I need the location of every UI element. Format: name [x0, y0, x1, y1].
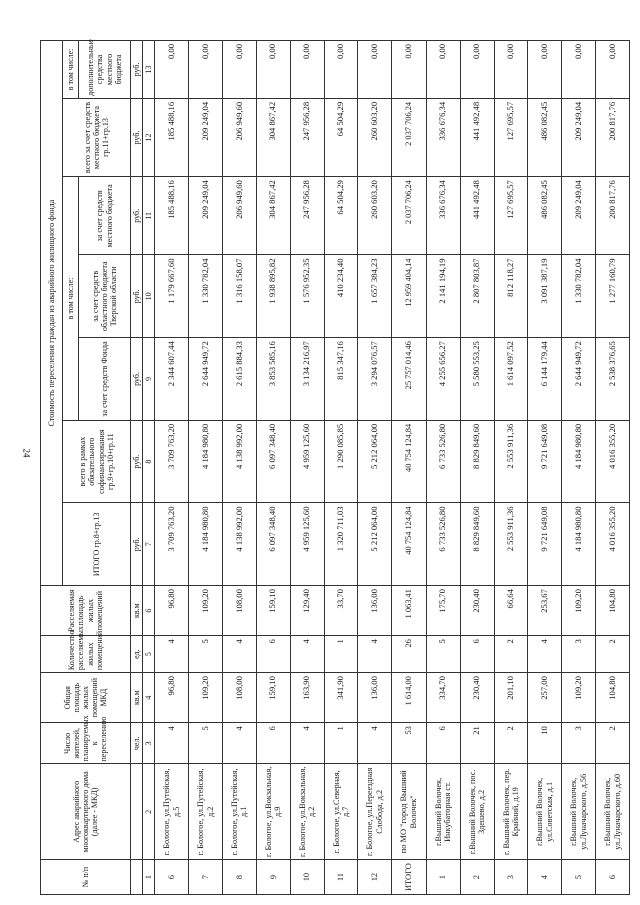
- value-cell-6: 108,00: [223, 586, 257, 636]
- rotated-table-container: [40, 40, 630, 895]
- header-total-area: Общая площадь жилых помещений МКД: [41, 673, 131, 723]
- unit-cell: руб.: [131, 98, 143, 176]
- value-cell-6: 253,67: [528, 586, 562, 636]
- value-cell-13: 0,00: [562, 41, 596, 99]
- value-cell-11: 206 949,60: [223, 177, 257, 255]
- value-cell-3: 10: [528, 723, 562, 764]
- value-cell-7: 4 138 992,00: [223, 503, 257, 586]
- unit-cell: [131, 860, 143, 895]
- value-cell-6: 175,70: [426, 586, 460, 636]
- value-cell-8: 3 709 763,20: [155, 420, 189, 503]
- address-cell: г.Вышний Волочек, ул.Луначарского, д.56: [562, 764, 596, 860]
- table-body-vyshny-volochek: [426, 41, 629, 895]
- value-cell-9: 2 344 607,44: [155, 338, 189, 421]
- value-cell-4: 230,40: [460, 673, 494, 723]
- column-number: 3: [143, 723, 155, 764]
- column-number: 6: [143, 586, 155, 636]
- value-cell-13: 0,00: [596, 41, 630, 99]
- header-fund: за счет средств Фонда: [79, 338, 131, 421]
- value-cell-7: 3 709 763,20: [155, 503, 189, 586]
- value-cell-4: 1 614,00: [392, 673, 427, 723]
- header-incl-1: в том числе:: [63, 177, 79, 421]
- value-cell-10: 1 330 782,04: [562, 255, 596, 338]
- row-number-cell: 12: [358, 860, 392, 895]
- value-cell-4: 109,20: [562, 673, 596, 723]
- value-cell-8: 6 733 526,80: [426, 420, 460, 503]
- value-cell-5: 1: [324, 636, 358, 673]
- value-cell-8: 4 184 980,80: [189, 420, 223, 503]
- table-body-bologoe: [155, 41, 392, 895]
- value-cell-9: 2 644 949,72: [562, 338, 596, 421]
- row-number-cell: 6: [596, 860, 630, 895]
- value-cell-12: 209 249,04: [562, 98, 596, 176]
- column-number: 9: [143, 338, 155, 421]
- value-cell-9: 5 580 553,25: [460, 338, 494, 421]
- value-cell-10: 1 657 384,23: [358, 255, 392, 338]
- value-cell-13: 0,00: [290, 41, 324, 99]
- address-cell: г.Вышний Волочек, ул.Луначарского, д.60: [596, 764, 630, 860]
- row-number-cell: 1: [426, 860, 460, 895]
- value-cell-13: 0,00: [256, 41, 290, 99]
- value-cell-5: 5: [426, 636, 460, 673]
- value-cell-12: 247 956,28: [290, 98, 324, 176]
- unit-cell: кв.м: [131, 586, 143, 636]
- value-cell-9: 2 615 884,33: [223, 338, 257, 421]
- value-cell-11: 64 504,29: [324, 177, 358, 255]
- value-cell-7: 9 721 649,08: [528, 503, 562, 586]
- value-cell-7: 5 212 064,00: [358, 503, 392, 586]
- page-number: 24: [21, 448, 32, 458]
- row-number-cell: ИТОГО: [392, 860, 427, 895]
- value-cell-3: 4: [290, 723, 324, 764]
- unit-cell: кв.м: [131, 673, 143, 723]
- row-number-cell: 6: [155, 860, 189, 895]
- value-cell-5: 2: [596, 636, 630, 673]
- table-row: [155, 41, 189, 895]
- column-number: 7: [143, 503, 155, 586]
- value-cell-10: 1 316 158,07: [223, 255, 257, 338]
- row-number-cell: 7: [189, 860, 223, 895]
- value-cell-7: 4 184 980,80: [189, 503, 223, 586]
- value-cell-9: 3 134 216,97: [290, 338, 324, 421]
- column-number: 1: [143, 860, 155, 895]
- value-cell-9: 3 853 585,16: [256, 338, 290, 421]
- address-cell: по МО "город Вышний Волочек": [392, 764, 427, 860]
- column-number: 11: [143, 177, 155, 255]
- address-cell: г. Бологое, ул.Северная, д.7: [324, 764, 358, 860]
- value-cell-12: 486 082,45: [528, 98, 562, 176]
- header-rooms-count: Количество расселяемых жилых помещений: [41, 636, 131, 673]
- value-cell-8: 4 016 355,20: [596, 420, 630, 503]
- table-row: [494, 41, 528, 895]
- value-cell-13: 0,00: [189, 41, 223, 99]
- value-cell-6: 96,80: [155, 586, 189, 636]
- value-cell-3: 53: [392, 723, 427, 764]
- total-row: [392, 41, 427, 895]
- address-cell: г. Вышний Волочек, пер. Крайний, д.19: [494, 764, 528, 860]
- value-cell-4: 136,00: [358, 673, 392, 723]
- value-cell-10: 1 576 952,35: [290, 255, 324, 338]
- value-cell-12: 2 037 706,24: [392, 98, 427, 176]
- value-cell-5: 6: [460, 636, 494, 673]
- value-cell-6: 109,20: [189, 586, 223, 636]
- value-cell-3: 21: [460, 723, 494, 764]
- value-cell-8: 2 553 911,36: [494, 420, 528, 503]
- value-cell-7: 40 754 124,84: [392, 503, 427, 586]
- unit-cell: руб.: [131, 41, 143, 99]
- value-cell-3: 3: [562, 723, 596, 764]
- value-cell-6: 109,20: [562, 586, 596, 636]
- value-cell-9: 2 538 376,65: [596, 338, 630, 421]
- value-cell-3: 4: [155, 723, 189, 764]
- value-cell-12: 64 504,29: [324, 98, 358, 176]
- value-cell-4: 104,80: [596, 673, 630, 723]
- column-number: 4: [143, 673, 155, 723]
- address-cell: г. Бологое, ул.Переездная Слобода, д.2: [358, 764, 392, 860]
- address-cell: г. Бологое, ул.Путейская, д.2: [189, 764, 223, 860]
- value-cell-9: 1 614 097,52: [494, 338, 528, 421]
- table-row: [426, 41, 460, 895]
- column-number: 13: [143, 41, 155, 99]
- value-cell-9: 815 347,16: [324, 338, 358, 421]
- value-cell-4: 201,10: [494, 673, 528, 723]
- value-cell-12: 209 249,04: [189, 98, 223, 176]
- column-number: 5: [143, 636, 155, 673]
- value-cell-4: 159,10: [256, 673, 290, 723]
- value-cell-13: 0,00: [392, 41, 427, 99]
- value-cell-13: 0,00: [460, 41, 494, 99]
- header-residents: Число жителей, планируемых к переселению: [41, 723, 131, 764]
- value-cell-12: 441 492,48: [460, 98, 494, 176]
- value-cell-13: 0,00: [155, 41, 189, 99]
- value-cell-4: 109,20: [189, 673, 223, 723]
- value-cell-3: 5: [189, 723, 223, 764]
- unit-cell: руб.: [131, 338, 143, 421]
- value-cell-11: 209 249,04: [562, 177, 596, 255]
- column-number: 8: [143, 420, 155, 503]
- value-cell-11: 185 488,16: [155, 177, 189, 255]
- row-number-cell: 5: [562, 860, 596, 895]
- row-number-cell: 11: [324, 860, 358, 895]
- value-cell-10: 1 179 667,60: [155, 255, 189, 338]
- address-cell: г. Бологое, ул.Вокзальная, д.2: [290, 764, 324, 860]
- header-additional: дополнительные средства местного бюджета: [79, 41, 131, 99]
- column-number: 10: [143, 255, 155, 338]
- value-cell-4: 96,80: [155, 673, 189, 723]
- value-cell-10: 12 959 404,14: [392, 255, 427, 338]
- value-cell-10: 1 938 895,82: [256, 255, 290, 338]
- value-cell-11: 209 249,04: [189, 177, 223, 255]
- value-cell-9: 25 757 014,46: [392, 338, 427, 421]
- value-cell-11: 304 867,42: [256, 177, 290, 255]
- value-cell-9: 6 144 179,44: [528, 338, 562, 421]
- value-cell-13: 0,00: [358, 41, 392, 99]
- value-cell-12: 200 817,76: [596, 98, 630, 176]
- value-cell-10: 410 234,40: [324, 255, 358, 338]
- header-regional: за счет средств областного бюджета Тверской области: [79, 255, 131, 338]
- value-cell-12: 336 676,34: [426, 98, 460, 176]
- value-cell-8: 1 290 085,85: [324, 420, 358, 503]
- value-cell-13: 0,00: [426, 41, 460, 99]
- value-cell-13: 0,00: [494, 41, 528, 99]
- value-cell-10: 2 807 803,87: [460, 255, 494, 338]
- header-address: Адрес аварийного многоквартирного дома (далее - МКД): [41, 764, 131, 860]
- value-cell-3: 2: [596, 723, 630, 764]
- value-cell-12: 260 603,20: [358, 98, 392, 176]
- value-cell-7: 2 553 911,36: [494, 503, 528, 586]
- value-cell-4: 334,70: [426, 673, 460, 723]
- address-cell: г.Вышний Волочек, пос. Здешево, д.2: [460, 764, 494, 860]
- table-row: [358, 41, 392, 895]
- unit-cell: руб.: [131, 255, 143, 338]
- value-cell-9: 4 255 656,27: [426, 338, 460, 421]
- value-cell-8: 5 212 064,00: [358, 420, 392, 503]
- header-mandatory-total: всего в рамках обязательного софинансирования гр.9+гр.10+гр.11: [63, 420, 131, 503]
- table-row: [223, 41, 257, 895]
- value-cell-11: 2 037 706,24: [392, 177, 427, 255]
- column-number: 2: [143, 764, 155, 860]
- value-cell-13: 0,00: [528, 41, 562, 99]
- value-cell-12: 206 949,60: [223, 98, 257, 176]
- value-cell-7: 6 733 526,80: [426, 503, 460, 586]
- value-cell-13: 0,00: [324, 41, 358, 99]
- value-cell-7: 1 320 711,03: [324, 503, 358, 586]
- unit-cell: чел.: [131, 723, 143, 764]
- header-num: № п/п: [41, 860, 131, 895]
- row-number-cell: 9: [256, 860, 290, 895]
- value-cell-5: 4: [358, 636, 392, 673]
- row-number-cell: 8: [223, 860, 257, 895]
- value-cell-5: 6: [256, 636, 290, 673]
- value-cell-11: 127 695,57: [494, 177, 528, 255]
- value-cell-7: 4 016 355,20: [596, 503, 630, 586]
- value-cell-8: 8 829 849,60: [460, 420, 494, 503]
- address-cell: г. Бологое, ул.Вокзальная, д.9: [256, 764, 290, 860]
- header-itogo: ИТОГО гр.8+гр.13: [63, 503, 131, 586]
- value-cell-5: 5: [189, 636, 223, 673]
- value-cell-8: 4 959 125,60: [290, 420, 324, 503]
- value-cell-3: 2: [494, 723, 528, 764]
- value-cell-10: 812 118,27: [494, 255, 528, 338]
- table-row: [460, 41, 494, 895]
- value-cell-10: 3 091 387,19: [528, 255, 562, 338]
- unit-cell: руб.: [131, 503, 143, 586]
- table-row: [189, 41, 223, 895]
- value-cell-7: 8 829 849,60: [460, 503, 494, 586]
- value-cell-6: 159,10: [256, 586, 290, 636]
- row-number-cell: 10: [290, 860, 324, 895]
- address-cell: г. Бологое, ул.Путейская, д.5: [155, 764, 189, 860]
- table-body-total: [392, 41, 427, 895]
- column-number: 12: [143, 98, 155, 176]
- value-cell-6: 230,40: [460, 586, 494, 636]
- value-cell-3: 6: [256, 723, 290, 764]
- table-row: [324, 41, 358, 895]
- value-cell-11: 486 082,45: [528, 177, 562, 255]
- value-cell-6: 33,70: [324, 586, 358, 636]
- value-cell-8: 4 138 992,00: [223, 420, 257, 503]
- row-number-cell: 2: [460, 860, 494, 895]
- value-cell-3: 4: [358, 723, 392, 764]
- value-cell-5: 4: [223, 636, 257, 673]
- unit-cell: ед.: [131, 636, 143, 673]
- value-cell-6: 66,64: [494, 586, 528, 636]
- value-cell-11: 336 676,34: [426, 177, 460, 255]
- value-cell-8: 9 721 649,08: [528, 420, 562, 503]
- row-number-cell: 4: [528, 860, 562, 895]
- value-cell-3: 4: [223, 723, 257, 764]
- value-cell-7: 4 184 980,80: [562, 503, 596, 586]
- table-row: [290, 41, 324, 895]
- address-cell: г.Вышний Волочек, ул.Советская, д.1: [528, 764, 562, 860]
- value-cell-10: 2 141 194,19: [426, 255, 460, 338]
- table-row: [256, 41, 290, 895]
- header-local: за счет средств местного бюджета: [79, 177, 131, 255]
- value-cell-11: 260 603,20: [358, 177, 392, 255]
- value-cell-12: 304 867,42: [256, 98, 290, 176]
- value-cell-5: 4: [528, 636, 562, 673]
- value-cell-7: 6 097 348,40: [256, 503, 290, 586]
- resettlement-cost-table: [40, 40, 630, 895]
- table-row: [528, 41, 562, 895]
- header-rooms-area: Расселяемая площадь жилых помещений: [41, 586, 131, 636]
- value-cell-5: 2: [494, 636, 528, 673]
- address-cell: г. Бологое, ул.Путейская, д.1: [223, 764, 257, 860]
- value-cell-6: 136,00: [358, 586, 392, 636]
- value-cell-11: 200 817,76: [596, 177, 630, 255]
- value-cell-8: 40 754 124,84: [392, 420, 427, 503]
- header-cost-group: Стоимость переселения граждан из аварийного жилищного фонда: [41, 41, 63, 586]
- value-cell-12: 185 488,16: [155, 98, 189, 176]
- value-cell-4: 108,00: [223, 673, 257, 723]
- value-cell-4: 257,00: [528, 673, 562, 723]
- value-cell-6: 104,80: [596, 586, 630, 636]
- value-cell-10: 1 277 160,79: [596, 255, 630, 338]
- value-cell-8: 6 097 348,40: [256, 420, 290, 503]
- header-local-total: всего за счет средств местного бюджета гр.11+гр.13: [63, 98, 131, 176]
- row-number-cell: 3: [494, 860, 528, 895]
- value-cell-12: 127 695,57: [494, 98, 528, 176]
- value-cell-3: 1: [324, 723, 358, 764]
- value-cell-5: 4: [155, 636, 189, 673]
- unit-cell: руб.: [131, 177, 143, 255]
- value-cell-5: 3: [562, 636, 596, 673]
- value-cell-9: 2 644 949,72: [189, 338, 223, 421]
- value-cell-9: 3 294 076,57: [358, 338, 392, 421]
- header-incl-2: в том числе:: [63, 41, 79, 99]
- value-cell-6: 1 063,41: [392, 586, 427, 636]
- value-cell-6: 129,40: [290, 586, 324, 636]
- value-cell-7: 4 959 125,60: [290, 503, 324, 586]
- table-row: [562, 41, 596, 895]
- value-cell-11: 247 956,28: [290, 177, 324, 255]
- value-cell-10: 1 330 782,04: [189, 255, 223, 338]
- value-cell-5: 4: [290, 636, 324, 673]
- value-cell-3: 6: [426, 723, 460, 764]
- value-cell-4: 341,90: [324, 673, 358, 723]
- unit-cell: [131, 764, 143, 860]
- value-cell-11: 441 492,48: [460, 177, 494, 255]
- value-cell-13: 0,00: [223, 41, 257, 99]
- value-cell-4: 163,90: [290, 673, 324, 723]
- value-cell-8: 4 184 980,80: [562, 420, 596, 503]
- unit-cell: руб.: [131, 420, 143, 503]
- address-cell: г.Вышний Волочек, Инкубаторная ст.: [426, 764, 460, 860]
- value-cell-5: 26: [392, 636, 427, 673]
- table-row: [596, 41, 630, 895]
